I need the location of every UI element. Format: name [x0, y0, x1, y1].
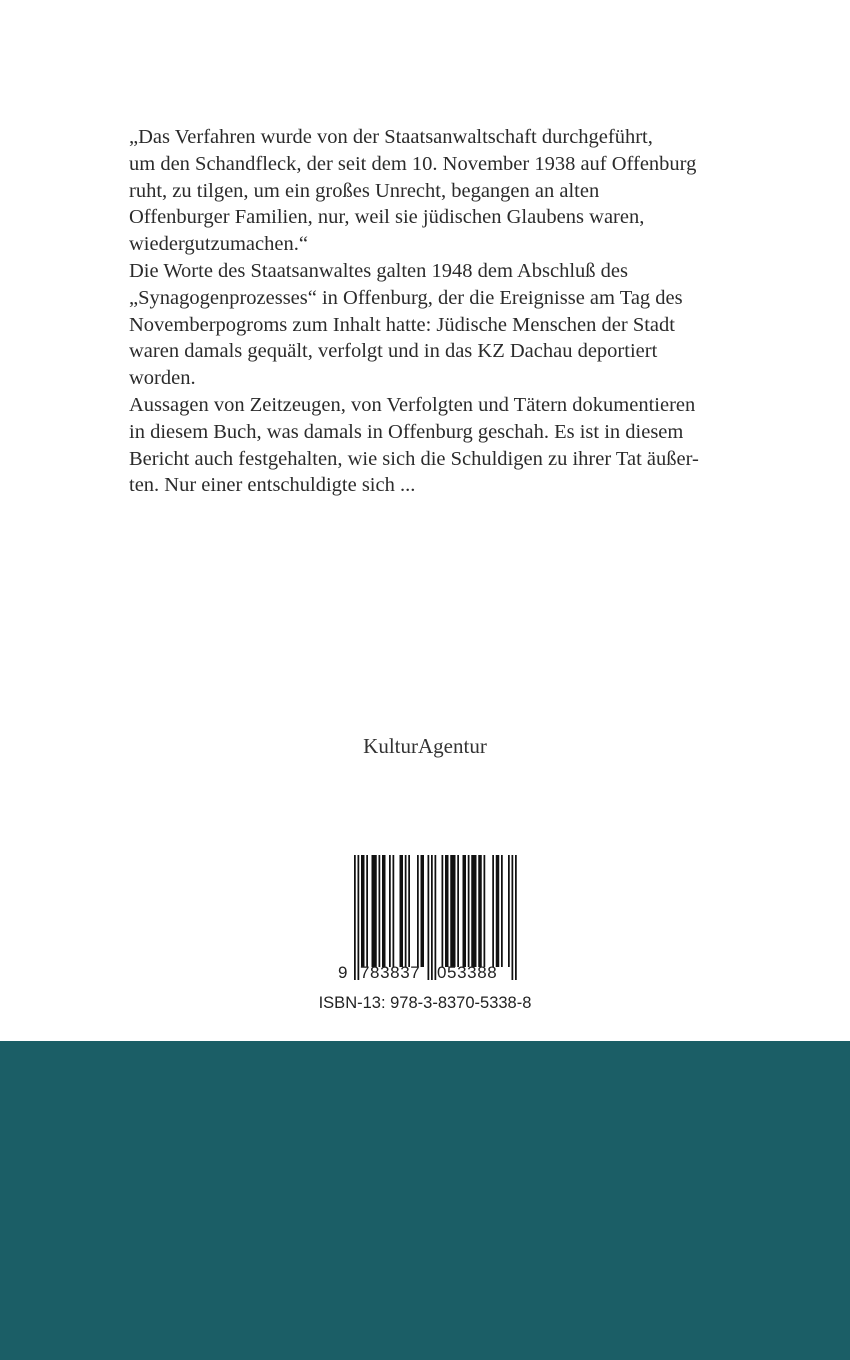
barcode-bar	[492, 855, 494, 967]
blurb-line: Aussagen von Zeitzeugen, von Verfolgten und Tätern dokumentieren	[129, 393, 696, 416]
blurb-text	[129, 124, 729, 499]
blurb-line: Bericht auch festgehalten, wie sich die Schuldigen zu ihrer Tat äußer-	[129, 447, 699, 470]
blurb-line: Novemberpogroms zum Inhalt hatte: Jüdische Menschen der Stadt	[129, 313, 675, 336]
barcode-bar	[361, 855, 365, 967]
barcode-bar	[389, 855, 391, 967]
blurb-line: ten. Nur einer entschuldigte sich ...	[129, 474, 416, 497]
barcode-bar	[496, 855, 500, 967]
barcode-first-digit: 9	[338, 963, 349, 982]
blurb-line: Offenburger Familien, nur, weil sie jüdischen Glaubens waren,	[129, 206, 645, 229]
barcode-bar	[501, 855, 503, 967]
barcode-bar	[463, 855, 467, 967]
barcode-bar	[471, 855, 476, 967]
barcode-bar	[358, 855, 360, 980]
barcode-bar	[442, 855, 444, 967]
barcode-bar	[421, 855, 425, 967]
barcode-bar	[484, 855, 486, 967]
blurb-line: wiedergutzumachen.“	[129, 233, 308, 256]
barcode-bar	[478, 855, 482, 967]
barcode-bar	[450, 855, 455, 967]
publisher-name: KulturAgentur	[363, 734, 487, 758]
blurb-line: Die Worte des Staatsanwaltes galten 1948 dem Abschluß des	[129, 259, 628, 282]
blurb-line: waren damals gequält, verfolgt und in das KZ Dachau deportiert	[129, 340, 658, 363]
blurb-line: in diesem Buch, was damals in Offenburg geschah. Es ist in diesem	[129, 420, 684, 443]
isbn-label: ISBN-13: 978-3-8370-5338-8	[318, 994, 532, 1012]
barcode-bar	[372, 855, 377, 967]
barcode-bar	[379, 855, 381, 967]
barcode-bar	[400, 855, 404, 967]
barcode-bar	[382, 855, 386, 967]
barcode-bar	[435, 855, 437, 980]
barcode-bar	[354, 855, 356, 980]
barcode-bar	[405, 855, 407, 967]
barcode-bar	[393, 855, 395, 967]
barcode-group-left: 783837	[360, 963, 421, 982]
barcode-bar	[457, 855, 459, 967]
barcode-bar	[366, 855, 368, 967]
barcode-bar	[431, 855, 433, 980]
barcode-bar	[408, 855, 410, 967]
barcode-bar	[428, 855, 430, 980]
barcode-bar	[417, 855, 419, 967]
blurb-line: ruht, zu tilgen, um ein großes Unrecht, begangen an alten	[129, 179, 600, 202]
barcode-bar	[468, 855, 470, 967]
barcode-bar	[445, 855, 449, 967]
blurb-line: „Das Verfahren wurde von der Staatsanwaltschaft durchgeführt,	[129, 126, 653, 148]
blurb-line: worden.	[129, 367, 196, 390]
footer-color-band	[0, 1041, 850, 1360]
barcode-group-right: 053388	[437, 963, 498, 982]
barcode-bar	[508, 855, 510, 967]
barcode-bar	[515, 855, 517, 980]
blurb-line: „Synagogenprozesses“ in Offenburg, der die Ereignisse am Tag des	[129, 286, 683, 309]
barcode-bar	[512, 855, 514, 980]
blurb-line: um den Schandfleck, der seit dem 10. November 1938 auf Offenburg	[129, 152, 697, 175]
